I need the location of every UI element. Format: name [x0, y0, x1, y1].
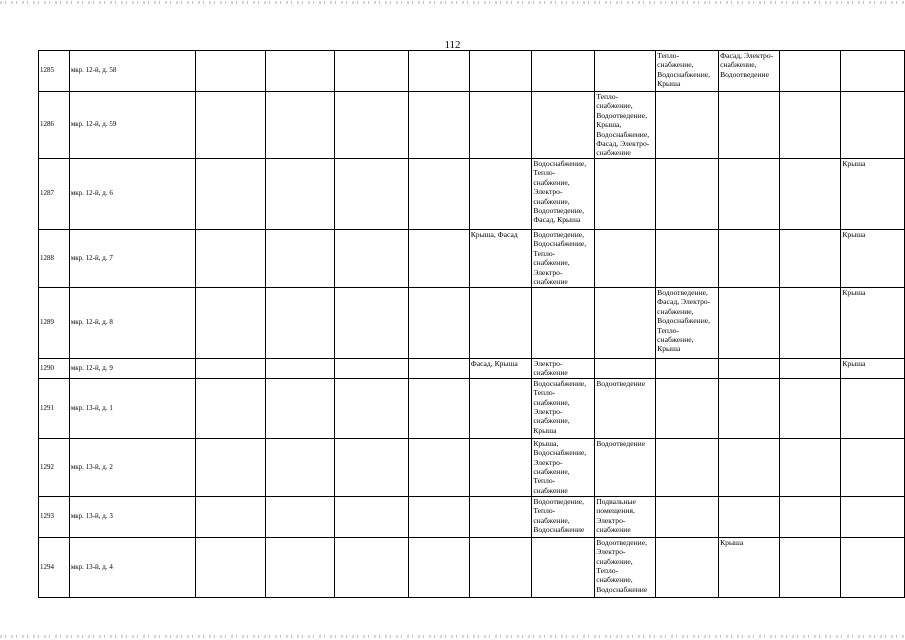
work-type-cell — [335, 537, 409, 597]
work-type-cell — [656, 378, 719, 438]
work-type-cell — [469, 537, 532, 597]
work-type-cell — [195, 438, 265, 496]
work-type-cell — [265, 159, 334, 230]
table-row — [39, 537, 905, 597]
work-type-cell — [841, 537, 905, 597]
work-type-cell: Водоотведение — [595, 438, 656, 496]
work-type-cell — [335, 496, 409, 537]
work-type-cell — [409, 496, 469, 537]
work-type-cell: Водоснабжение, Тепло- снабжение, Электро- снабжение, Крыша — [532, 378, 595, 438]
work-type-cell — [265, 230, 334, 288]
work-type-cell — [265, 496, 334, 537]
work-type-cell — [195, 51, 265, 92]
work-type-cell — [841, 92, 905, 159]
scan-noise-top — [0, 1, 905, 4]
work-type-cell: Водоотведение, Фасад, Электро- снабжение, Водоснабжение, Тепло- снабжение, Крыша — [656, 288, 719, 359]
work-type-cell — [595, 159, 656, 230]
work-type-cell — [265, 288, 334, 359]
work-type-cell — [719, 288, 780, 359]
work-type-cell: Водоснабжение, Тепло- снабжение, Электро- снабжение, Водоотведение, Фасад, Крыша — [532, 159, 595, 230]
work-type-cell — [656, 438, 719, 496]
work-type-cell — [719, 230, 780, 288]
work-type-cell — [409, 92, 469, 159]
work-type-cell — [595, 230, 656, 288]
work-type-cell — [469, 288, 532, 359]
work-type-cell — [469, 496, 532, 537]
address-cell: мкр. 13-й, д. 3 — [69, 496, 195, 537]
work-type-cell — [779, 230, 840, 288]
address-cell: мкр. 12-й, д. 6 — [69, 159, 195, 230]
work-type-cell — [719, 359, 780, 379]
work-type-cell — [841, 51, 905, 92]
work-type-cell — [532, 288, 595, 359]
work-type-cell — [409, 537, 469, 597]
work-type-cell — [469, 51, 532, 92]
work-type-cell: Электро- снабжение — [532, 359, 595, 379]
work-type-cell — [595, 51, 656, 92]
table-row — [39, 159, 905, 230]
row-number-cell: 1288 — [39, 230, 70, 288]
work-type-cell — [335, 230, 409, 288]
work-type-cell — [779, 359, 840, 379]
address-cell: мкр. 13-й, д. 2 — [69, 438, 195, 496]
work-type-cell — [195, 230, 265, 288]
work-type-cell — [195, 359, 265, 379]
work-type-cell — [469, 159, 532, 230]
work-type-cell — [409, 51, 469, 92]
page-number: 112 — [444, 39, 461, 51]
work-type-cell — [656, 159, 719, 230]
work-type-cell: Крыша — [841, 288, 905, 359]
work-type-cell — [335, 359, 409, 379]
address-cell: мкр. 12-й, д. 59 — [69, 92, 195, 159]
work-type-cell: Крыша, Водоснабжение, Электро- снабжение, Тепло- снабжение — [532, 438, 595, 496]
work-type-cell — [779, 159, 840, 230]
work-type-cell — [656, 230, 719, 288]
work-type-cell — [469, 92, 532, 159]
work-type-cell — [335, 159, 409, 230]
work-type-cell — [335, 378, 409, 438]
address-cell: мкр. 12-й, д. 58 — [69, 51, 195, 92]
row-number-cell: 1292 — [39, 438, 70, 496]
work-type-cell — [779, 288, 840, 359]
work-type-cell — [409, 230, 469, 288]
address-cell: мкр. 13-й, д. 1 — [69, 378, 195, 438]
repair-schedule-table-container — [38, 50, 905, 598]
work-type-cell — [841, 438, 905, 496]
work-type-cell — [265, 92, 334, 159]
work-type-cell: Водоотведение, Водоснабжение, Тепло- снабжение, Электро- снабжение — [532, 230, 595, 288]
table-row — [39, 378, 905, 438]
work-type-cell: Тепло- снабжение, Водоснабжение, Крыша — [656, 51, 719, 92]
work-type-cell: Крыша — [841, 230, 905, 288]
work-type-cell — [335, 438, 409, 496]
work-type-cell — [532, 92, 595, 159]
work-type-cell: Фасад, Электро- снабжение, Водоотведение — [719, 51, 780, 92]
work-type-cell — [195, 537, 265, 597]
table-row — [39, 51, 905, 92]
work-type-cell — [469, 438, 532, 496]
work-type-cell — [779, 92, 840, 159]
work-type-cell — [335, 92, 409, 159]
address-cell: мкр. 12-й, д. 7 — [69, 230, 195, 288]
table-row — [39, 92, 905, 159]
work-type-cell — [779, 378, 840, 438]
table-row — [39, 496, 905, 537]
work-type-cell: Водоотведение, Электро- снабжение, Тепло- снабжение, Водоснабжение — [595, 537, 656, 597]
work-type-cell — [409, 378, 469, 438]
row-number-cell: 1289 — [39, 288, 70, 359]
work-type-cell — [719, 92, 780, 159]
table-row — [39, 288, 905, 359]
work-type-cell — [195, 496, 265, 537]
work-type-cell — [335, 288, 409, 359]
work-type-cell — [265, 378, 334, 438]
work-type-cell: Водоотведение — [595, 378, 656, 438]
repair-schedule-table — [38, 50, 905, 598]
row-number-cell: 1291 — [39, 378, 70, 438]
work-type-cell: Тепло- снабжение, Водоотведение, Крыша, Водоснабжение, Фасад, Электро- снабжение — [595, 92, 656, 159]
work-type-cell — [265, 359, 334, 379]
work-type-cell: Водоотведение, Тепло- снабжение, Водоснабжение — [532, 496, 595, 537]
work-type-cell — [265, 438, 334, 496]
work-type-cell — [779, 438, 840, 496]
work-type-cell — [409, 438, 469, 496]
work-type-cell: Крыша, Фасад — [469, 230, 532, 288]
table-body — [39, 51, 905, 598]
work-type-cell: Фасад, Крыша — [469, 359, 532, 379]
row-number-cell: 1293 — [39, 496, 70, 537]
work-type-cell — [409, 288, 469, 359]
table-row — [39, 230, 905, 288]
work-type-cell: Крыша — [719, 537, 780, 597]
table-row — [39, 438, 905, 496]
work-type-cell — [595, 359, 656, 379]
work-type-cell — [841, 496, 905, 537]
work-type-cell — [195, 159, 265, 230]
work-type-cell — [656, 359, 719, 379]
work-type-cell: Крыша — [841, 159, 905, 230]
row-number-cell: 1290 — [39, 359, 70, 379]
work-type-cell — [656, 537, 719, 597]
address-cell: мкр. 13-й, д. 4 — [69, 537, 195, 597]
work-type-cell — [195, 92, 265, 159]
row-number-cell: 1285 — [39, 51, 70, 92]
work-type-cell — [719, 438, 780, 496]
table-row — [39, 359, 905, 379]
work-type-cell: Крыша — [841, 359, 905, 379]
work-type-cell — [779, 51, 840, 92]
scan-noise-bottom — [0, 635, 905, 638]
work-type-cell — [265, 51, 334, 92]
row-number-cell: 1294 — [39, 537, 70, 597]
row-number-cell: 1286 — [39, 92, 70, 159]
work-type-cell — [409, 159, 469, 230]
work-type-cell — [719, 496, 780, 537]
work-type-cell — [719, 159, 780, 230]
work-type-cell — [532, 51, 595, 92]
work-type-cell — [595, 288, 656, 359]
work-type-cell — [195, 288, 265, 359]
work-type-cell — [779, 496, 840, 537]
address-cell: мкр. 12-й, д. 8 — [69, 288, 195, 359]
work-type-cell — [656, 496, 719, 537]
row-number-cell: 1287 — [39, 159, 70, 230]
work-type-cell — [532, 537, 595, 597]
work-type-cell — [656, 92, 719, 159]
work-type-cell — [335, 51, 409, 92]
work-type-cell — [719, 378, 780, 438]
work-type-cell — [409, 359, 469, 379]
work-type-cell: Подвальные помещения, Электро- снабжение — [595, 496, 656, 537]
work-type-cell — [265, 537, 334, 597]
work-type-cell — [841, 378, 905, 438]
address-cell: мкр. 12-й, д. 9 — [69, 359, 195, 379]
work-type-cell — [779, 537, 840, 597]
work-type-cell — [195, 378, 265, 438]
work-type-cell — [469, 378, 532, 438]
